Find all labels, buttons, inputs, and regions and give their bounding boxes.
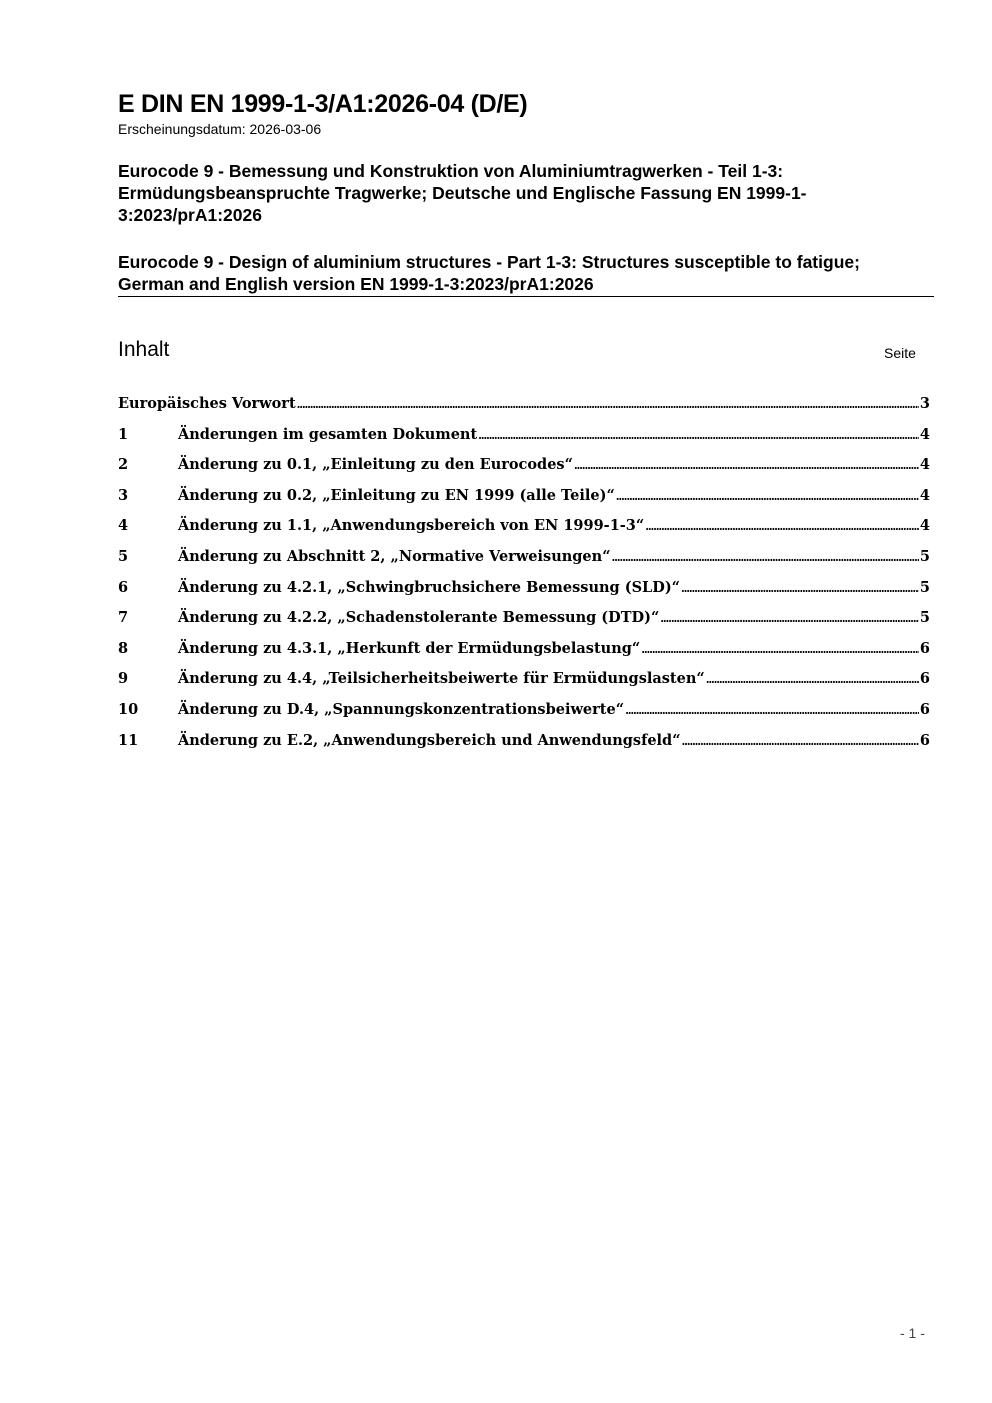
toc-leader-dots	[478, 424, 919, 448]
toc-entry-number: 8	[118, 639, 129, 657]
toc-entry-page: 5	[919, 578, 930, 596]
toc-entry-title: Änderung zu D.4, „Spannungskonzentrationsbeiwerte“	[178, 700, 625, 718]
toc-entry-title: Europäisches Vorwort	[118, 395, 296, 412]
toc-entry-number: 1	[118, 425, 129, 443]
toc-entry-foreword[interactable]	[118, 392, 930, 423]
toc-entry-2[interactable]	[118, 453, 930, 484]
toc-leader-dots	[625, 699, 919, 723]
toc-entry-title: Änderung zu 4.4, „Teilsicherheitsbeiwerte für Ermüdungslasten“	[178, 670, 705, 688]
table-of-contents	[118, 392, 930, 759]
toc-leader-dots	[574, 454, 919, 478]
toc-leader-dots	[616, 485, 919, 509]
toc-entry-page: 4	[919, 486, 930, 504]
toc-leader-dots	[645, 515, 919, 539]
toc-entry-number: 5	[118, 547, 129, 565]
title-english: Eurocode 9 - Design of aluminium structures - Part 1-3: Structures susceptible to fatigue; German and English version EN 1999-1-3:2023/prA1:2026	[118, 252, 860, 294]
toc-entry-page: 6	[919, 670, 930, 688]
toc-entry-title: Änderung zu 0.2, „Einleitung zu EN 1999 (alle Teile)“	[178, 486, 615, 504]
toc-entry-number: 10	[118, 700, 139, 718]
toc-entry-number: 2	[118, 456, 129, 474]
toc-entry-page: 5	[919, 547, 930, 565]
toc-entry-5[interactable]	[118, 545, 930, 576]
toc-entry-page: 4	[919, 517, 930, 535]
toc-entry-4[interactable]	[118, 514, 930, 545]
toc-entry-title: Änderungen im gesamten Dokument	[178, 425, 478, 443]
title-german: Eurocode 9 - Bemessung und Konstruktion von Aluminiumtragwerken - Teil 1-3: Ermüdungsbeanspruchte Tragwerke; Deutsche und Englische Fassung EN 1999-1-3:2023/prA1:2026	[118, 161, 807, 225]
document-id: E DIN EN 1999-1-3/A1:2026-04 (D/E)	[118, 90, 528, 118]
toc-entry-number: 9	[118, 670, 129, 688]
toc-entry-page: 5	[919, 609, 930, 627]
toc-entry-number: 4	[118, 517, 129, 535]
toc-leader-dots	[297, 393, 919, 417]
toc-entry-number: 7	[118, 609, 129, 627]
toc-entry-page: 6	[919, 731, 930, 749]
toc-entry-3[interactable]	[118, 484, 930, 515]
toc-entry-title: Änderung zu Abschnitt 2, „Normative Verweisungen“	[178, 547, 611, 565]
toc-entry-number: 6	[118, 578, 129, 596]
toc-page-label: Seite	[884, 345, 916, 361]
toc-entry-6[interactable]	[118, 576, 930, 607]
toc-leader-dots	[681, 577, 919, 601]
toc-entry-title: Änderung zu 4.2.2, „Schadenstolerante Bemessung (DTD)“	[178, 609, 660, 627]
toc-entry-page: 4	[919, 456, 930, 474]
toc-entry-title: Änderung zu 1.1, „Anwendungsbereich von EN 1999-1-3“	[178, 517, 645, 535]
toc-entry-page: 6	[919, 700, 930, 718]
toc-entry-number: 11	[118, 731, 139, 749]
toc-entry-page: 6	[919, 639, 930, 657]
toc-entry-title: Änderung zu 4.2.1, „Schwingbruchsichere Bemessung (SLD)“	[178, 578, 681, 596]
toc-leader-dots	[660, 607, 919, 631]
toc-entry-9[interactable]	[118, 667, 930, 698]
publication-date: Erscheinungsdatum: 2026-03-06	[118, 121, 322, 137]
toc-entry-title: Änderung zu 0.1, „Einleitung zu den Eurocodes“	[178, 456, 573, 474]
toc-leader-dots	[612, 546, 919, 570]
toc-entry-11[interactable]	[118, 729, 930, 760]
toc-entry-8[interactable]	[118, 637, 930, 668]
toc-leader-dots	[641, 638, 919, 662]
toc-heading: Inhalt	[118, 338, 170, 361]
toc-leader-dots	[682, 730, 919, 754]
toc-entry-title: Änderung zu 4.3.1, „Herkunft der Ermüdungsbelastung“	[178, 639, 641, 657]
title-divider	[118, 296, 934, 297]
page-number: - 1 -	[900, 1325, 925, 1341]
toc-entry-number: 3	[118, 486, 129, 504]
toc-entry-page: 4	[919, 425, 930, 443]
toc-entry-10[interactable]	[118, 698, 930, 729]
toc-entry-page: 3	[919, 395, 930, 412]
toc-entry-title: Änderung zu E.2, „Anwendungsbereich und Anwendungsfeld“	[178, 731, 681, 749]
toc-entry-7[interactable]	[118, 606, 930, 637]
toc-leader-dots	[706, 668, 919, 692]
toc-entry-1[interactable]	[118, 423, 930, 454]
